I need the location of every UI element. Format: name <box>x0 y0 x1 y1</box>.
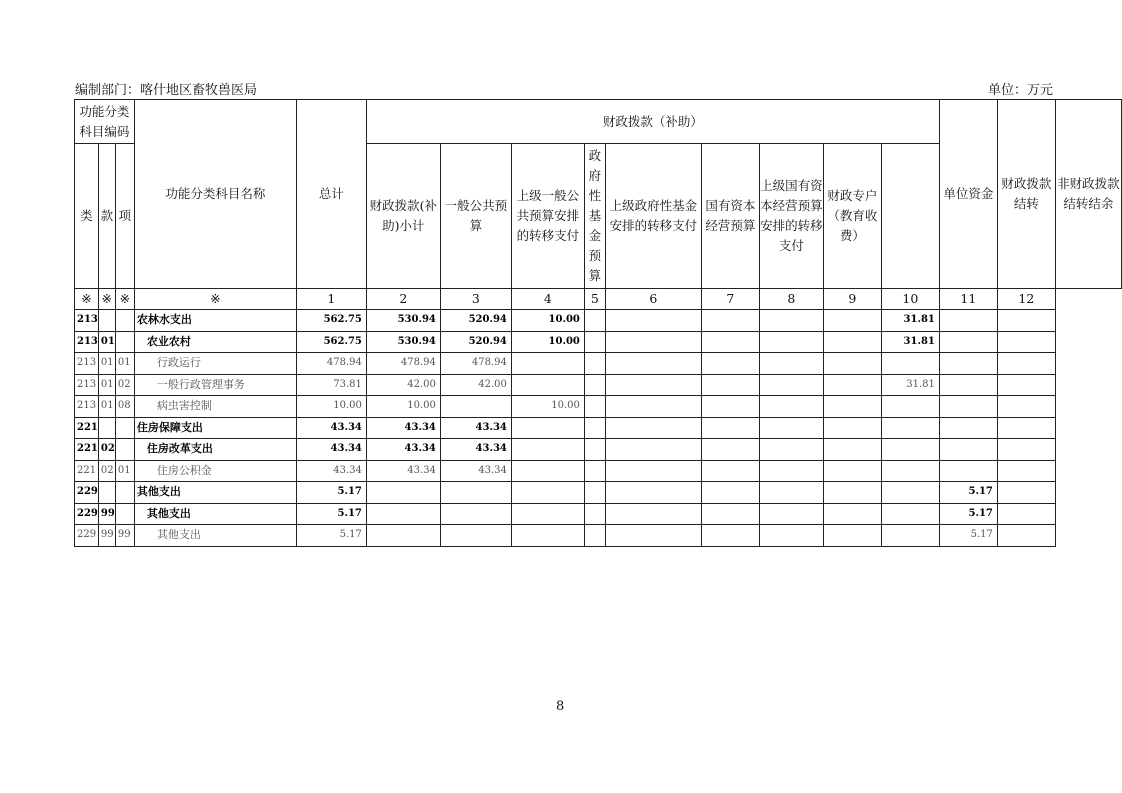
kuan-cell: 02 <box>98 439 115 461</box>
name-header: 功能分类科目名称 <box>134 100 296 289</box>
value-cell <box>605 525 701 547</box>
value-cell <box>584 331 605 353</box>
code-group-header: 功能分类科目编码 <box>75 100 135 144</box>
column-number-cell: 11 <box>939 289 997 310</box>
lei-cell: 213 <box>75 396 99 418</box>
value-cell <box>701 460 759 482</box>
value-cell: 31.81 <box>881 331 939 353</box>
value-cell <box>701 396 759 418</box>
value-cell <box>511 374 584 396</box>
column-number-row <box>75 289 1122 310</box>
xiang-cell: 01 <box>115 353 134 375</box>
value-cell <box>939 331 997 353</box>
value-cell: 43.34 <box>366 460 440 482</box>
value-cell <box>511 503 584 525</box>
table-row <box>75 439 1122 461</box>
subject-name-cell: 病虫害控制 <box>134 396 296 418</box>
value-cell: 31.81 <box>881 374 939 396</box>
value-cell <box>584 460 605 482</box>
value-cell <box>584 525 605 547</box>
value-cell <box>759 310 823 332</box>
value-cell <box>939 417 997 439</box>
value-cell: 5.17 <box>296 525 366 547</box>
kuan-cell: 99 <box>98 503 115 525</box>
column-number-cell: ※ <box>134 289 296 310</box>
xiang-cell <box>115 482 134 504</box>
column-number-cell: 1 <box>296 289 366 310</box>
xiang-cell: 01 <box>115 460 134 482</box>
value-cell <box>584 374 605 396</box>
upper-capital-transfer-header: 上级国有资本经营预算安排的转移支付 <box>759 144 823 289</box>
unit-funds-header: 单位资金 <box>939 100 997 289</box>
fiscal-subtotal-header: 财政拨款(补助)小计 <box>366 144 440 289</box>
column-number-cell: 7 <box>701 289 759 310</box>
value-cell <box>759 353 823 375</box>
value-cell <box>605 460 701 482</box>
table-header <box>75 100 1122 289</box>
value-cell <box>939 396 997 418</box>
value-cell: 10.00 <box>511 396 584 418</box>
table-row <box>75 503 1122 525</box>
table-row <box>75 417 1122 439</box>
value-cell <box>939 439 997 461</box>
value-cell <box>701 374 759 396</box>
column-number-cell: 4 <box>511 289 584 310</box>
value-cell: 562.75 <box>296 331 366 353</box>
value-cell <box>366 525 440 547</box>
value-cell <box>584 482 605 504</box>
value-cell <box>759 396 823 418</box>
value-cell <box>584 396 605 418</box>
value-cell: 43.34 <box>296 439 366 461</box>
value-cell <box>605 482 701 504</box>
column-number-cell: 9 <box>823 289 881 310</box>
subject-name-cell: 其他支出 <box>134 503 296 525</box>
value-cell: 43.34 <box>366 417 440 439</box>
page-number: 8 <box>556 699 565 714</box>
column-number-cell: 2 <box>366 289 440 310</box>
value-cell <box>997 503 1055 525</box>
state-capital-budget-header: 国有资本经营预算 <box>701 144 759 289</box>
value-cell <box>584 353 605 375</box>
table-row <box>75 482 1122 504</box>
unit-label: 单位：万元 <box>987 83 1053 98</box>
value-cell <box>759 460 823 482</box>
value-cell: 520.94 <box>440 331 511 353</box>
lei-cell: 213 <box>75 353 99 375</box>
subject-name-cell: 其他支出 <box>134 482 296 504</box>
value-cell <box>759 331 823 353</box>
value-cell <box>511 460 584 482</box>
value-cell <box>823 353 881 375</box>
kuan-cell <box>98 310 115 332</box>
value-cell <box>605 503 701 525</box>
xiang-cell <box>115 503 134 525</box>
column-number-cell: 5 <box>584 289 605 310</box>
kuan-header: 款 <box>98 144 115 289</box>
lei-cell: 221 <box>75 460 99 482</box>
subject-name-cell: 住房改革支出 <box>134 439 296 461</box>
value-cell <box>881 525 939 547</box>
subject-name-cell: 行政运行 <box>134 353 296 375</box>
column-number-row <box>75 289 1122 310</box>
value-cell <box>701 353 759 375</box>
lei-cell: 229 <box>75 503 99 525</box>
value-cell: 10.00 <box>511 310 584 332</box>
value-cell: 10.00 <box>366 396 440 418</box>
value-cell: 5.17 <box>939 482 997 504</box>
value-cell <box>997 331 1055 353</box>
lei-header: 类 <box>75 144 99 289</box>
value-cell <box>823 460 881 482</box>
value-cell <box>605 439 701 461</box>
value-cell <box>939 460 997 482</box>
xiang-cell: 02 <box>115 374 134 396</box>
value-cell <box>701 331 759 353</box>
value-cell <box>605 396 701 418</box>
value-cell: 43.34 <box>440 417 511 439</box>
general-budget-header: 一般公共预算 <box>440 144 511 289</box>
kuan-cell <box>98 417 115 439</box>
kuan-cell: 99 <box>98 525 115 547</box>
value-cell: 520.94 <box>440 310 511 332</box>
subject-name-cell: 住房公积金 <box>134 460 296 482</box>
value-cell <box>881 482 939 504</box>
value-cell <box>605 417 701 439</box>
value-cell <box>759 525 823 547</box>
value-cell <box>997 310 1055 332</box>
value-cell <box>511 417 584 439</box>
gov-fund-budget-header: 政府性基金预算 <box>584 144 605 289</box>
value-cell: 478.94 <box>440 353 511 375</box>
value-cell <box>823 331 881 353</box>
lei-cell: 213 <box>75 331 99 353</box>
value-cell <box>605 353 701 375</box>
value-cell <box>511 439 584 461</box>
column-number-cell: 12 <box>997 289 1055 310</box>
subject-name-cell: 住房保障支出 <box>134 417 296 439</box>
xiang-cell <box>115 417 134 439</box>
value-cell <box>759 503 823 525</box>
budget-table <box>74 99 1122 547</box>
value-cell: 5.17 <box>296 503 366 525</box>
value-cell <box>511 525 584 547</box>
value-cell <box>759 417 823 439</box>
value-cell <box>881 460 939 482</box>
value-cell: 562.75 <box>296 310 366 332</box>
value-cell <box>701 310 759 332</box>
fiscal-group-header: 财政拨款（补助） <box>366 100 939 144</box>
lei-cell: 229 <box>75 525 99 547</box>
special-account-header: 财政专户（教育收费） <box>823 144 881 289</box>
table-body <box>75 310 1122 547</box>
upper-fund-transfer-header: 上级政府性基金安排的转移支付 <box>605 144 701 289</box>
value-cell: 10.00 <box>511 331 584 353</box>
value-cell <box>823 525 881 547</box>
value-cell <box>997 417 1055 439</box>
value-cell <box>759 482 823 504</box>
value-cell: 31.81 <box>881 310 939 332</box>
value-cell <box>997 353 1055 375</box>
table-row <box>75 396 1122 418</box>
kuan-cell: 01 <box>98 396 115 418</box>
subject-name-cell: 一般行政管理事务 <box>134 374 296 396</box>
value-cell: 5.17 <box>939 525 997 547</box>
kuan-cell: 01 <box>98 374 115 396</box>
fiscal-carryover-header: 财政拨款结转 <box>997 100 1055 289</box>
value-cell <box>997 460 1055 482</box>
table-row <box>75 525 1122 547</box>
value-cell <box>997 482 1055 504</box>
value-cell <box>881 503 939 525</box>
value-cell <box>881 353 939 375</box>
table-row <box>75 460 1122 482</box>
department-label: 编制部门：喀什地区畜牧兽医局 <box>75 83 258 98</box>
value-cell: 43.34 <box>440 439 511 461</box>
value-cell <box>701 525 759 547</box>
value-cell <box>440 396 511 418</box>
value-cell <box>939 353 997 375</box>
table-row <box>75 374 1122 396</box>
lei-cell: 229 <box>75 482 99 504</box>
lei-cell: 221 <box>75 439 99 461</box>
value-cell <box>823 396 881 418</box>
column-number-cell: ※ <box>98 289 115 310</box>
lei-cell: 213 <box>75 310 99 332</box>
value-cell <box>584 310 605 332</box>
value-cell: 43.34 <box>296 417 366 439</box>
value-cell <box>759 374 823 396</box>
value-cell <box>511 482 584 504</box>
value-cell <box>366 503 440 525</box>
value-cell <box>759 439 823 461</box>
xiang-cell: 99 <box>115 525 134 547</box>
column-number-cell: 3 <box>440 289 511 310</box>
value-cell <box>823 417 881 439</box>
value-cell <box>440 525 511 547</box>
value-cell <box>881 417 939 439</box>
value-cell <box>605 310 701 332</box>
value-cell: 43.34 <box>440 460 511 482</box>
value-cell: 478.94 <box>366 353 440 375</box>
kuan-cell: 01 <box>98 331 115 353</box>
value-cell <box>823 482 881 504</box>
kuan-cell: 02 <box>98 460 115 482</box>
value-cell: 42.00 <box>440 374 511 396</box>
value-cell <box>584 417 605 439</box>
value-cell <box>440 503 511 525</box>
subject-name-cell: 农林水支出 <box>134 310 296 332</box>
column-number-cell: ※ <box>115 289 134 310</box>
value-cell <box>823 310 881 332</box>
subject-name-cell: 农业农村 <box>134 331 296 353</box>
value-cell <box>701 439 759 461</box>
value-cell <box>701 417 759 439</box>
column-number-cell: 8 <box>759 289 823 310</box>
value-cell: 530.94 <box>366 331 440 353</box>
value-cell: 5.17 <box>939 503 997 525</box>
value-cell <box>366 482 440 504</box>
xiang-cell <box>115 439 134 461</box>
value-cell: 43.34 <box>366 439 440 461</box>
value-cell <box>511 353 584 375</box>
nonfiscal-carryover-header: 非财政拨款结转结余 <box>1055 100 1121 289</box>
column-number-cell: 10 <box>881 289 939 310</box>
value-cell <box>997 439 1055 461</box>
value-cell <box>701 503 759 525</box>
value-cell: 10.00 <box>296 396 366 418</box>
value-cell <box>939 374 997 396</box>
subject-name-cell: 其他支出 <box>134 525 296 547</box>
value-cell <box>823 503 881 525</box>
value-cell <box>584 439 605 461</box>
value-cell: 43.34 <box>296 460 366 482</box>
xiang-cell <box>115 310 134 332</box>
value-cell <box>881 439 939 461</box>
value-cell: 5.17 <box>296 482 366 504</box>
xiang-header: 项 <box>115 144 134 289</box>
value-cell: 478.94 <box>296 353 366 375</box>
table-row <box>75 353 1122 375</box>
value-cell <box>823 439 881 461</box>
value-cell <box>823 374 881 396</box>
lei-cell: 221 <box>75 417 99 439</box>
value-cell <box>605 331 701 353</box>
table-row <box>75 331 1122 353</box>
column-number-cell: ※ <box>75 289 99 310</box>
lei-cell: 213 <box>75 374 99 396</box>
value-cell <box>605 374 701 396</box>
value-cell <box>881 396 939 418</box>
kuan-cell <box>98 482 115 504</box>
value-cell: 73.81 <box>296 374 366 396</box>
value-cell <box>440 482 511 504</box>
xiang-cell: 08 <box>115 396 134 418</box>
total-header: 总计 <box>296 100 366 289</box>
value-cell: 530.94 <box>366 310 440 332</box>
kuan-cell: 01 <box>98 353 115 375</box>
xiang-cell <box>115 331 134 353</box>
table-row <box>75 310 1122 332</box>
value-cell: 42.00 <box>366 374 440 396</box>
value-cell <box>997 396 1055 418</box>
value-cell <box>997 374 1055 396</box>
column-number-cell: 6 <box>605 289 701 310</box>
value-cell <box>997 525 1055 547</box>
value-cell <box>939 310 997 332</box>
value-cell <box>701 482 759 504</box>
value-cell <box>584 503 605 525</box>
upper-general-transfer-header: 上级一般公共预算安排的转移支付 <box>511 144 584 289</box>
